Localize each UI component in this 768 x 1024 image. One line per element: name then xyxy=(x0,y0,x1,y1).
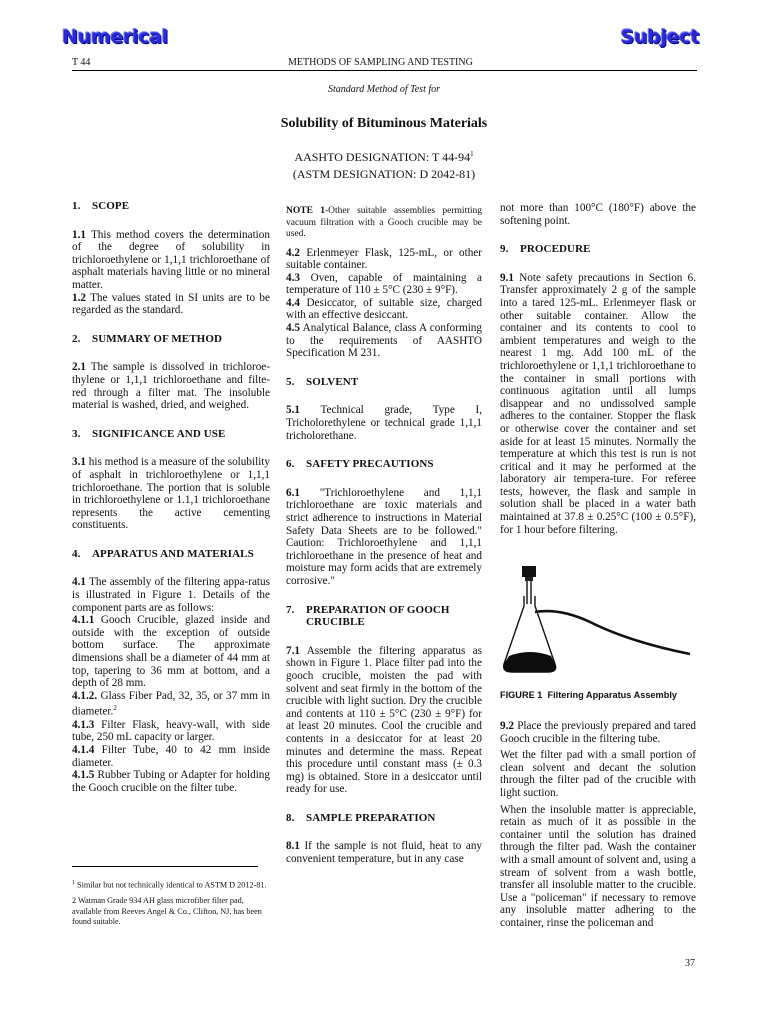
section-heading-scope: 1. SCOPE xyxy=(72,200,130,212)
numerical-logo: Numerical xyxy=(62,26,168,48)
figure-caption: FIGURE 1 Filtering Apparatus Assembly xyxy=(500,690,677,700)
aashto-footnote-ref: 1 xyxy=(470,150,474,158)
paragraph-1-2: 1.2 The values stated in SI units are to be regarded as the standard. xyxy=(72,291,270,317)
filtering-apparatus-figure xyxy=(500,560,696,682)
paragraph-4-1-3: 4.1.3 Filter Flask, heavy-wall, with side tube, 250 mL capacity or larger. xyxy=(72,718,271,744)
section-heading-significance: 3. SIGNIFICANCE AND USE xyxy=(72,427,226,440)
subject-logo: Subject xyxy=(620,26,699,48)
section-heading-summary: 2. SUMMARY OF METHOD xyxy=(72,332,223,345)
aashto-designation: AASHTO DESIGNATION: T $44-94^1$ xyxy=(294,150,474,164)
section-heading-preparation-gooch: 7. PREPARATION OF GOOCH CRUCIBLE xyxy=(286,603,450,629)
column-right-lower xyxy=(500,720,696,930)
paragraph-8-1: 8.1 If the sample is not fluid, heat to any convenient temperature, but in any case xyxy=(286,840,483,866)
flask-liquid xyxy=(504,652,556,672)
paragraph-7-1: 7.1 Assemble the filtering apparatus as shown in Figure 1. Place filter pad into the gooch crucible, moisten the pad with solvent and seat firmly in the bottom of the crucible with light suction. Dry the crucible and contents at 110 ± 5°C (230 ± 9°F) for at least 20 minutes. Cool the crucible and contents in a desiccator for at least 20 minutes and determine the mass. Repeat this procedure until constant mass (± 0.3 mg) is obtained. Store in a desiccator until ready for use. xyxy=(286,644,483,796)
paragraph-9-2-c: When the insoluble matter is appreciable, retain as much of it as possible in the container until the solution has drained through the filter pad. Wash the container with a small amount of solvent and, using a stream of solvent from a wash bottle, transfer all insoluble matter to the crucible. Use a "policeman" if necessary to remove any insoluble matter adhering to the container, rinse the policeman and xyxy=(500,803,696,929)
paragraph-9-2-b: Wet the filter pad with a small portion of clean solvent and decant the solution through the filter pad of the crucible with light suction. xyxy=(500,749,696,799)
flask-illustration xyxy=(500,560,696,682)
astm-designation: (ASTM DESIGNATION: D 2042-81) xyxy=(292,167,476,181)
paragraph-2-1: 2.1 The sample is dissolved in trichloroe-thylene or 1,1,1 trichloroethane and filte-red through a filter mat. The insoluble material is washed, dried, and weighed. xyxy=(72,361,270,412)
paragraph-9-1: 9.1 Note safety precautions in Section 6. Transfer approximately 2 g of the sample into a tared 125-mL. Erlenmeyer flask or other suitable container. Allow the container and its contents to cool to ambient temperatures and weigh to the nearest 1 mg. Add 100 mL of the trichloroethylene or 1,1,1 trichloroethane to the container in small portions with continuous agitation until all lumps disappear and no undissolved sample adheres to the container. Stopper the flask or otherwise cover the container and set aside for at least 15 minutes. Normally the temperature at which this test is run is not critical and it may he performed at the laboratory air tempera-ture. For referee tests, however, the flask and sample in solution shall be placed in a water bath maintained at 37.8 ± 0.25°C (100 ± 0.5°F), for 1 hour before filtering. xyxy=(500,271,697,536)
section-heading-solvent: 5. SOLVENT xyxy=(286,375,359,388)
paragraph-4-2: 4.2 Erlenmeyer Flask, 125-mL, or other suitable container. xyxy=(286,246,482,272)
crucible-shape xyxy=(522,566,536,577)
section-heading-procedure: 9. PROCEDURE xyxy=(500,243,591,256)
paragraph-9-2: 9.2 Place the previously prepared and tared Gooch crucible in the filtering tube. xyxy=(500,720,697,745)
paragraph-5-1: 5.1 Technical grade, Type I, Tricholorethylene or technical grade 1,1,1 tricholorethane. xyxy=(286,404,482,442)
column-right xyxy=(500,202,696,536)
page-number: 37 xyxy=(685,958,695,969)
standard-code: T 44 xyxy=(72,57,91,68)
section-heading-sample-preparation: 8. SAMPLE PREPARATION xyxy=(286,811,436,824)
paragraph-4-3: 4.3 Oven, capable of maintaining a temperature of 110 ± 5°C (230 ± 9°F). xyxy=(286,271,482,297)
footnote-rule xyxy=(72,866,258,867)
paragraph-4-1-1: 4.1.1 Gooch Crucible, glazed inside and outside with the exception of outside bottom surface. The approximate dimensions shall be a diameter of 44 mm at top, tapering to 36 mm at bottom, and a depth of 28 mm. xyxy=(72,614,270,690)
footnote-1: $^1$ Similar but not technically identical to ASTM D 2012-81. xyxy=(72,880,267,890)
paragraph-4-4: 4.4 Desiccator, of suitable size, charged with an effective desiccant. xyxy=(286,296,483,322)
paragraph-4-1-4: 4.1.4 Filter Tube, 40 to 42 mm inside diameter. xyxy=(72,743,271,769)
paragraph-4-1-5: 4.1.5 Rubber Tubing or Adapter for holding the Gooch crucible on the filter tube. xyxy=(72,769,270,794)
paragraph-8-1-continued: not more than 100°C (180°F) above the softening point. xyxy=(500,202,696,227)
footnotes xyxy=(72,878,270,932)
running-head xyxy=(72,57,697,69)
paragraph-4-1: 4.1 The assembly of the filtering appa-ratus is illustrated in Figure 1. Details of the component parts are as follows: xyxy=(72,576,270,614)
standard-method-label: Standard Method of Test for xyxy=(327,84,441,95)
section-heading-apparatus: 4. APPARATUS AND MATERIALS xyxy=(72,547,254,560)
paragraph-4-1-2: 4.1.2. Glass Fiber Pad, 32, 35, or 37 mm in diameter.$^2$ xyxy=(72,689,270,719)
column-middle xyxy=(286,206,482,866)
document-title: Solubility of Bituminous Materials xyxy=(280,116,488,131)
footnote-2: 2 Watman Grade 934 AH glass microfiber filter pad, available from Reeves Angel & Co., Clifton, NJ, has been found suitable. xyxy=(72,896,262,926)
note-1: NOTE 1-Other suitable assemblies permitting vacuum filtration with a Gooch crucible may be used. xyxy=(286,206,482,239)
paragraph-1-1: 1.1 This method covers the determination of the degree of solubility in trichloroethylene or 1,1,1 trichloroethane of asphalt materials having little or no mineral matter. xyxy=(72,228,270,291)
adapter-shape xyxy=(525,577,533,581)
section-heading-safety: 6. SAFETY PRECAUTIONS xyxy=(286,458,434,471)
paragraph-4-5: 4.5 Analytical Balance, class A conforming to the requirements of AASHTO Specification M 231. xyxy=(286,322,482,360)
header-rule xyxy=(72,70,697,71)
paragraph-6-1: 6.1 "Trichloroethylene and 1,1,1 trichloroethane are toxic materials and strict adherence to instructions in Material Safety Data Sheets are to be followed." Caution: Trichloroethylene and 1,1,1 trichloroethane in the presence of heat and moisture may form acids that are extremely corrosive." xyxy=(286,486,483,587)
paragraph-3-1: 3.1 his method is a measure of the solubility of asphalt in trichloroethylene or 1,1,1 trichloroethane. The portion that is soluble in trichloroethylene or 1.1,1 trichloroethane represents the active cementing constituents. xyxy=(72,456,270,532)
running-head-title: METHODS OF SAMPLING AND TESTING xyxy=(288,57,473,68)
vacuum-tubing xyxy=(535,611,690,654)
column-left xyxy=(72,200,270,794)
